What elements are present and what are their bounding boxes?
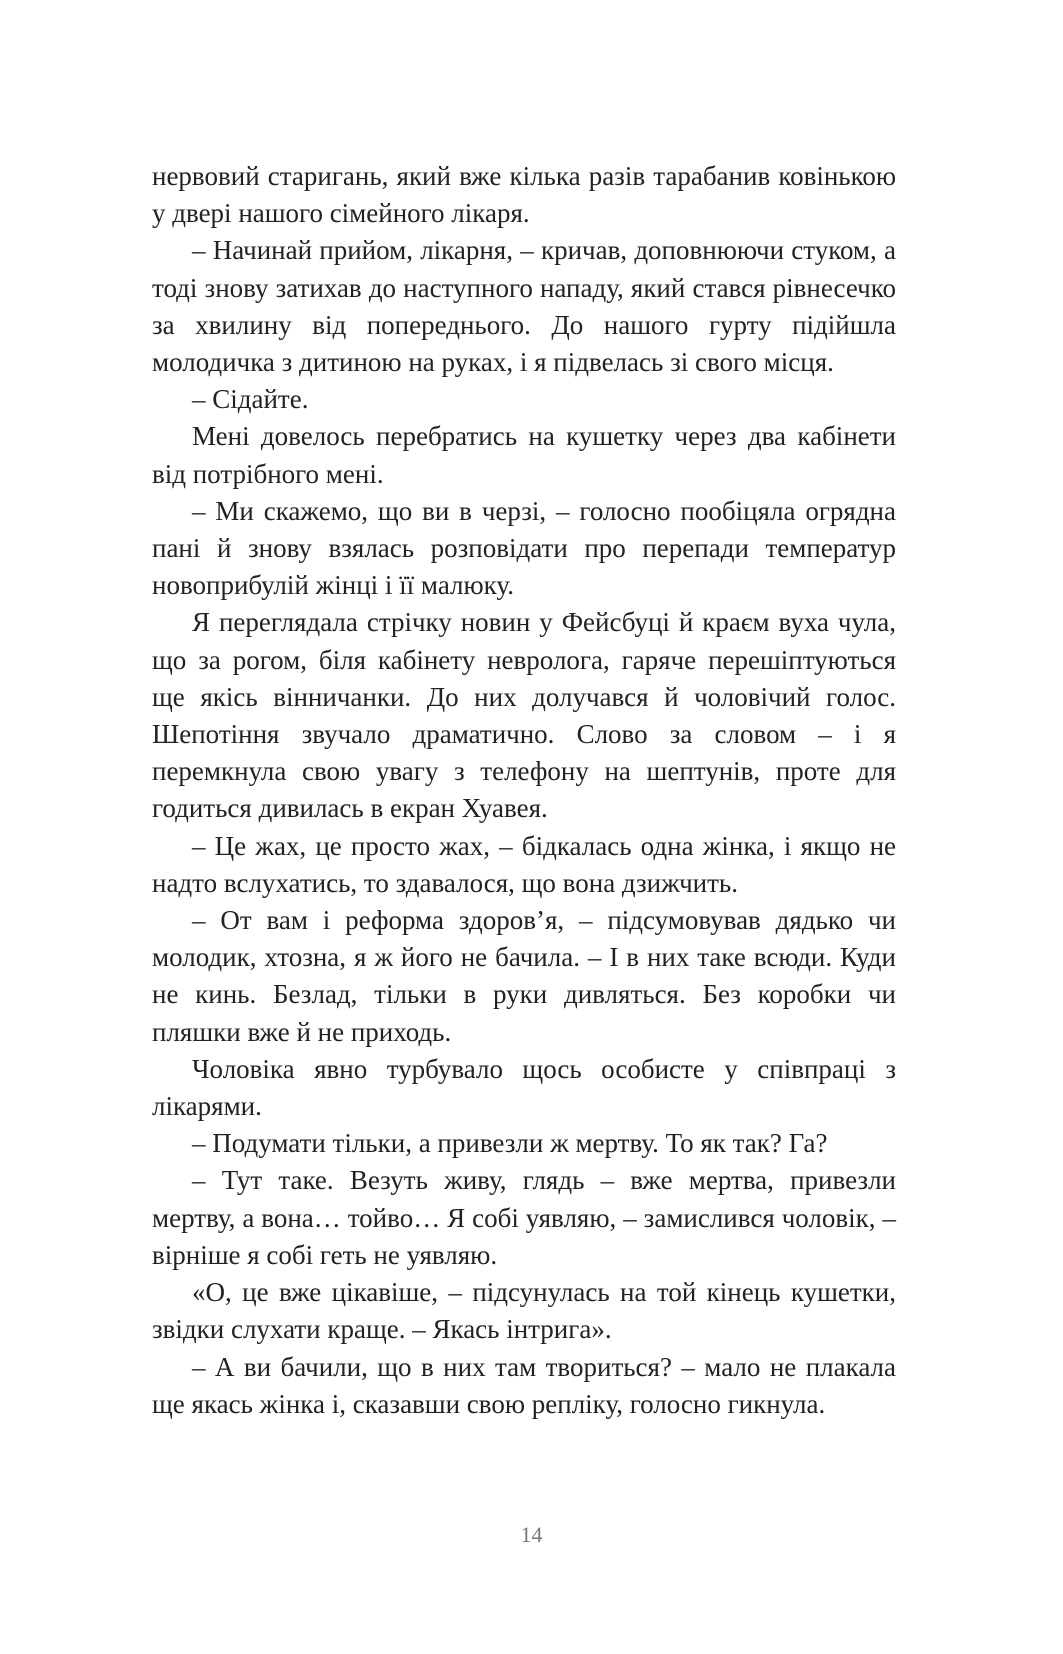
paragraph: Мені довелось перебратись на кушетку через два кабінети від потрібного мені. bbox=[152, 421, 896, 489]
paragraph: – Це жах, це просто жах, – бідкалась одна жінка, і якщо не надто вслухатись, то здавалося, що вона дзижчить. bbox=[152, 830, 896, 898]
paragraph: Я переглядала стрічку новин у Фейсбуці й краєм вуха чула, що за рогом, біля кабінету невролога, гаряче перешіптуються ще якісь вінничанки. До них долучався й чоловічий голос. Шепотіння звучало драматично. Слово за словом – і я перемкнула свою увагу з телефону на шептунів, проте для годиться дивилась в екран Хуавея. bbox=[152, 607, 896, 824]
paragraph: – Ми скажемо, що ви в черзі, – голосно пообіцяла огрядна пані й знову взялась розповідати про перепади температур новоприбулій жінці і її малюку. bbox=[152, 495, 896, 601]
paragraph: нервовий старигань, який вже кілька разів тарабанив ковінькою у двері нашого сімейного лікаря. bbox=[152, 161, 896, 229]
paragraph: Чоловіка явно турбувало щось особисте у співпраці з лікарями. bbox=[152, 1053, 896, 1122]
paragraph: – Подумати тільки, а привезли ж мертву. То як так? Га? bbox=[192, 1128, 828, 1159]
paragraph: «О, це вже цікавіше, – підсунулась на той кінець кушетки, звідки слухати краще. – Якась інтрига». bbox=[152, 1277, 896, 1345]
paragraph: – От вам і реформа здоров’я, – підсумовував дядько чи молодик, хтозна, я ж його не бачила. – І в них таке всюди. Куди не кинь. Безлад, тільки в руки дивляться. Без коробки чи пляшки вже й не приходь. bbox=[152, 905, 896, 1047]
paragraph: – А ви бачили, що в них там твориться? – мало не плакала ще якась жінка і, сказавши свою репліку, голосно гикнула. bbox=[152, 1351, 896, 1419]
paragraph: – Начинай прийом, лікарня, – кричав, доповнюючи стуком, а тоді знову затихав до наступного нападу, який стався рівнесечко за хвилину від попереднього. До нашого гурту підійшла молодичка з дитиною на руках, і я підвелась зі свого місця. bbox=[152, 235, 896, 378]
paragraph: – Сідайте. bbox=[192, 384, 309, 415]
paragraph: – Тут таке. Везуть живу, глядь – вже мертва, привезли мертву, а вона… тойво… Я собі уявляю, – замислився чоловік, – вірніше я собі геть не уявляю. bbox=[152, 1165, 896, 1270]
page-number: 14 bbox=[520, 1522, 543, 1547]
book-page-body bbox=[152, 158, 896, 1423]
